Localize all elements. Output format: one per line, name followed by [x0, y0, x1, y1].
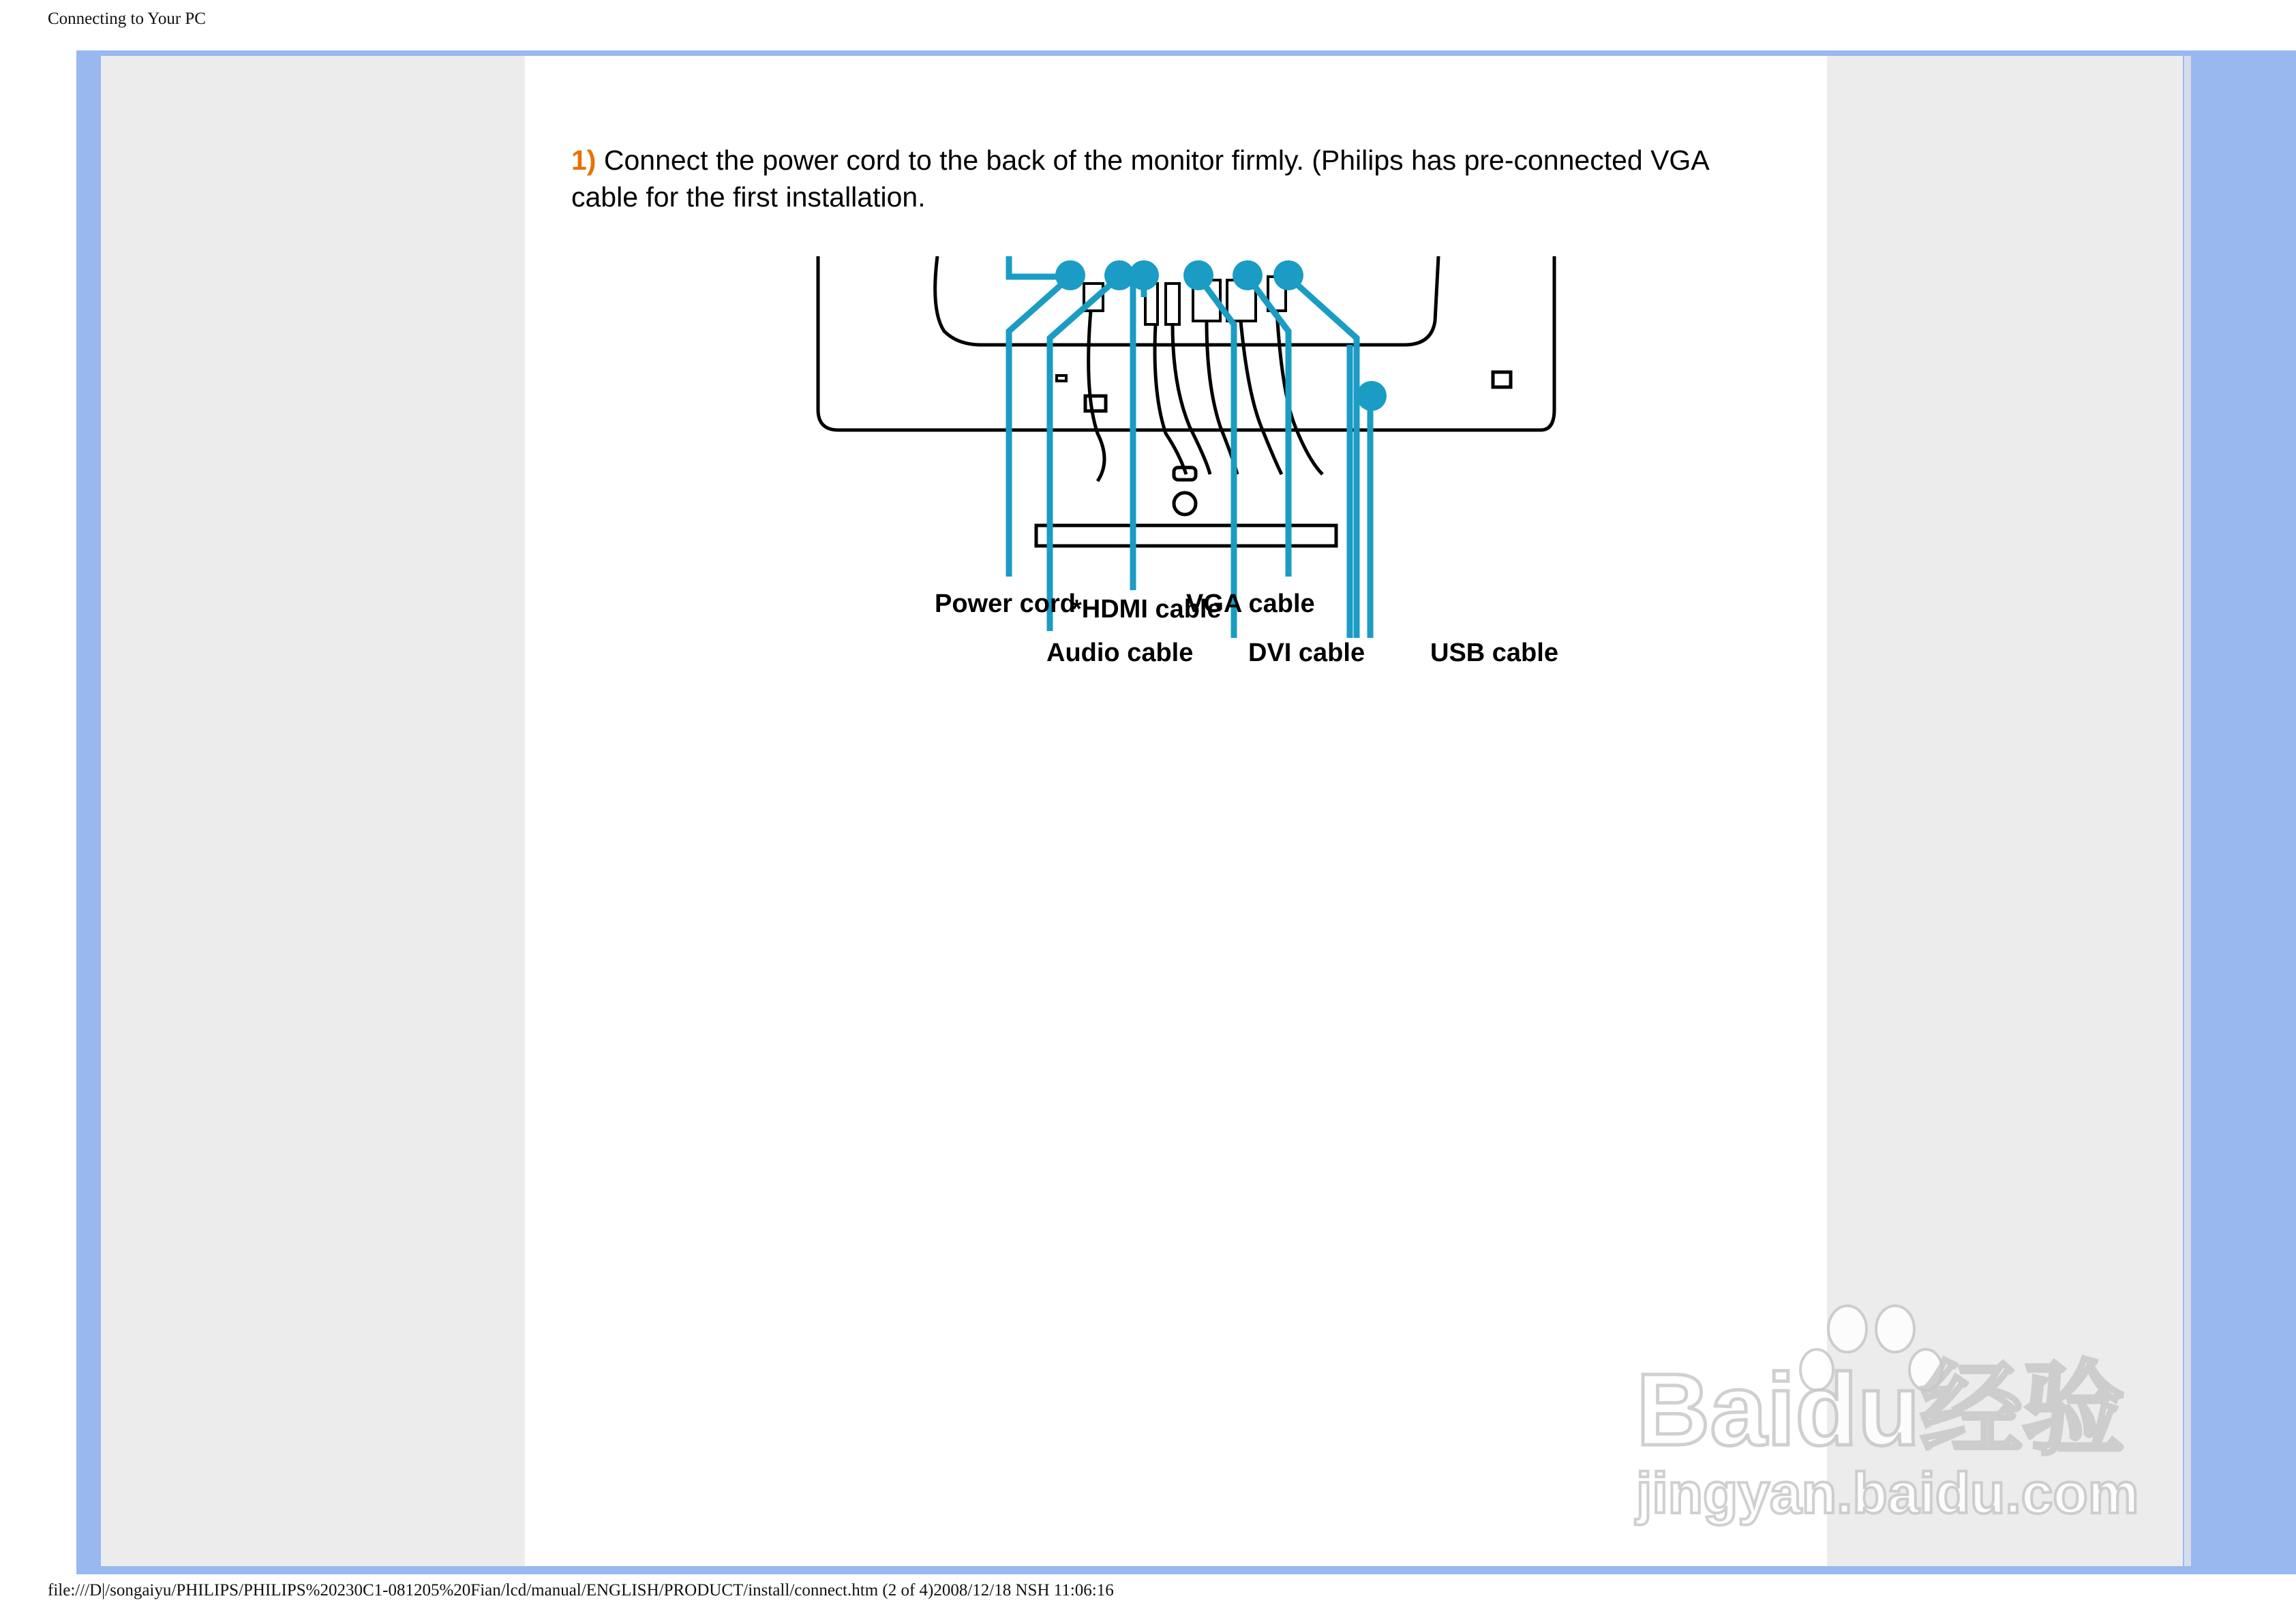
label-hdmi-cable: *HDMI cable [1072, 595, 1222, 624]
baidu-watermark [1622, 1281, 2168, 1540]
watermark-url: jingyan.baidu.com [1636, 1461, 2139, 1525]
label-power-cord: Power cord [935, 590, 1076, 618]
page-header-title: Connecting to Your PC [48, 10, 206, 28]
step-number: 1) [571, 144, 596, 176]
monitor-outline [818, 256, 1554, 546]
callouts [1009, 256, 1370, 638]
label-vga-cable: VGA cable [1186, 590, 1315, 618]
label-dvi-cable: DVI cable [1248, 639, 1365, 667]
label-usb-cable: USB cable [1430, 639, 1558, 667]
watermark-brand: Baidu经验 [1636, 1352, 2125, 1467]
instruction-paragraph [571, 142, 1757, 215]
label-audio-cable: Audio cable [1046, 639, 1194, 667]
content-shadow [2184, 56, 2191, 1566]
page-footer-path: file:///D|/songaiyu/PHILIPS/PHILIPS%20230C1-081205%20Fian/lcd/manual/ENGLISH/PRODUCT/install/connect.htm (2 of 4)2008/12/18 NSH 11:06:16 [48, 1581, 1114, 1600]
instruction-text: Connect the power cord to the back of the monitor firmly. (Philips has pre-connected VGA cable for the first installation. [571, 144, 1708, 213]
connection-diagram [811, 256, 1575, 679]
